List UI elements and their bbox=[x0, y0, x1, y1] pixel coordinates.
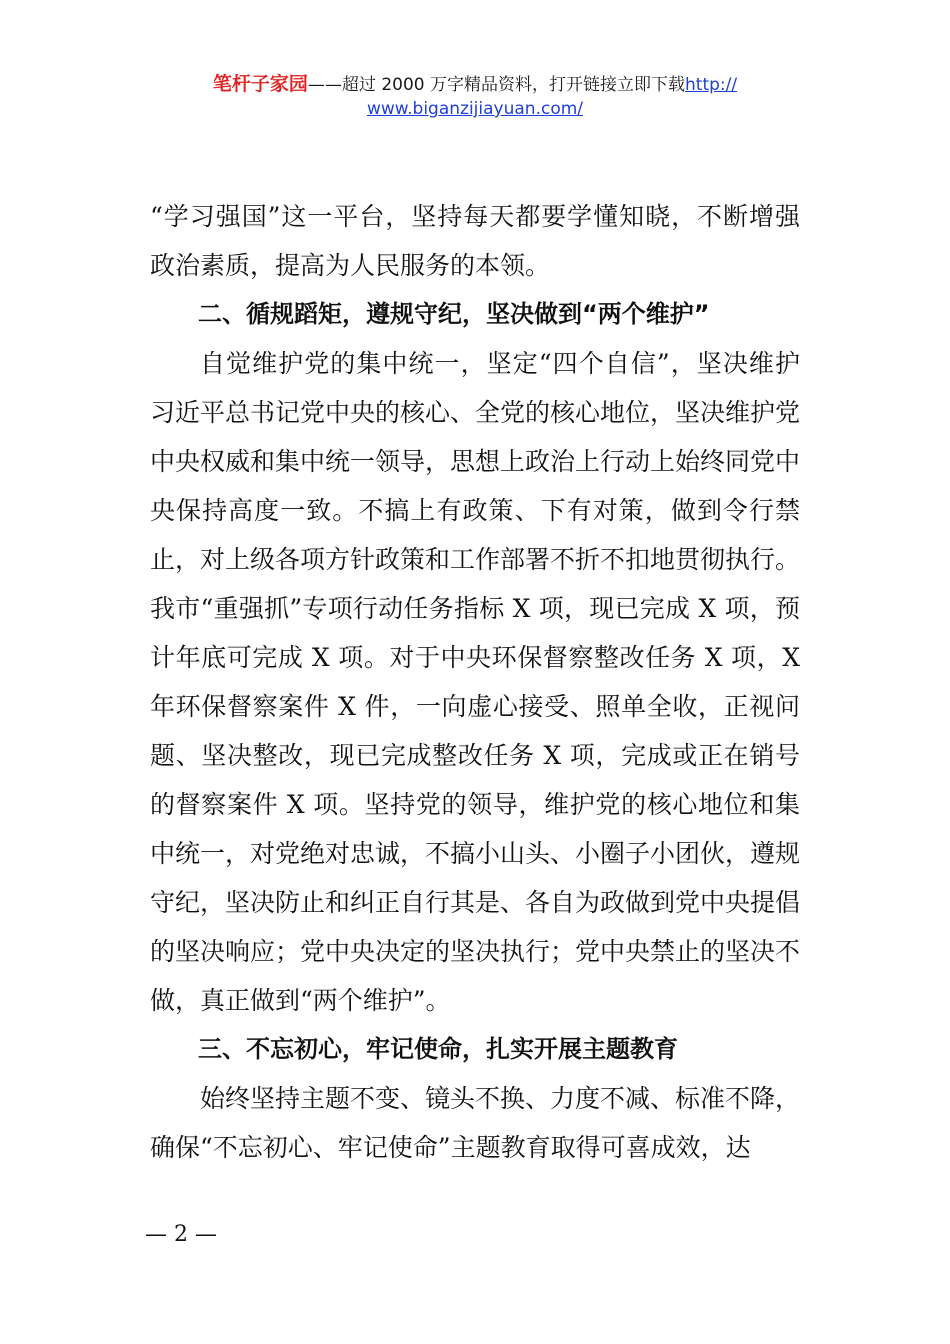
page-header bbox=[150, 72, 800, 121]
download-link-part2[interactable]: www.biganzijiayuan.com/ bbox=[366, 99, 584, 119]
download-link-part1[interactable]: http:// bbox=[685, 75, 738, 95]
page-number: — 2 — bbox=[145, 1222, 217, 1247]
header-tagline: ——超过 2000 万字精品资料，打开链接立即下载 bbox=[307, 75, 685, 95]
paragraph-3: 始终坚持主题不变、镜头不换、力度不减、标准不降，确保“不忘初心、牢记使命”主题教育取得可喜成效，达 bbox=[150, 1084, 801, 1162]
brand-name: 笔杆子家园 bbox=[212, 73, 308, 95]
paragraph-2: 自觉维护党的集中统一，坚定“四个自信”，坚决维护习近平总书记党中央的核心、全党的核心地位，坚决维护党中央权威和集中统一领导，思想上政治上行动上始终同党中央保持高度一致。不搞上有政策、下有对策，做到令行禁止，对上级各项方针政策和工作部署不折不扣地贯彻执行。我市“重强抓”专项行动任务指标 X 项，现已完成 X 项，预计年底可完成 X 项。对于中央环保督察整改任务 X 项，X 年环保督察案件 X 件，一向虚心接受、照单全收，正视问题、坚决整改，现已完成整改任务 X 项，完成或正在销号的督察案件 X 项。坚持党的领导，维护党的核心地位和集中统一，对党绝对忠诚，不搞小山头、小圈子小团伙，遵规守纪，坚决防止和纠正自行其是、各自为政做到党中央提倡的坚决响应；党中央决定的坚决执行；党中央禁止的坚决不做，真正做到“两个维护”。 bbox=[150, 349, 801, 1015]
section-heading-2: 二、循规蹈矩，遵规守纪，坚决做到“两个维护” bbox=[198, 300, 710, 328]
document-body bbox=[150, 192, 800, 1172]
paragraph-1: “学习强国”这一平台，坚持每天都要学懂知晓，不断增强政治素质，提高为人民服务的本领。 bbox=[150, 202, 800, 280]
section-heading-3: 三、不忘初心，牢记使命，扎实开展主题教育 bbox=[198, 1035, 678, 1063]
